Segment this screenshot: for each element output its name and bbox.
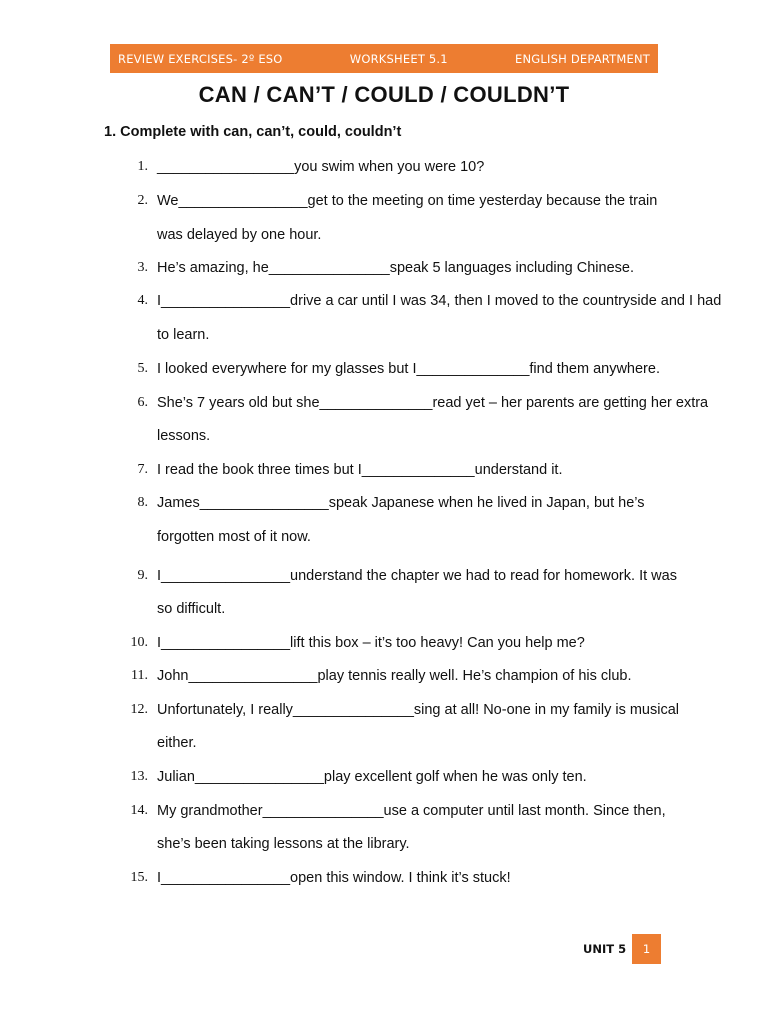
question-text-continued: so difficult. — [157, 601, 226, 617]
unit-label: UNIT 5 — [583, 942, 627, 956]
question-text: I________________understand the chapter we had to read for homework. It was — [157, 568, 677, 584]
question-number: 7. — [137, 462, 148, 477]
header-right: ENGLISH DEPARTMENT — [515, 51, 650, 66]
question-number: 2. — [137, 193, 148, 208]
header-bar — [110, 44, 658, 73]
question-text: My grandmother_______________use a computer until last month. Since then, — [157, 803, 666, 819]
header-center: WORKSHEET 5.1 — [349, 51, 448, 66]
question-number: 3. — [137, 260, 148, 275]
question-text: He’s amazing, he_______________speak 5 languages including Chinese. — [157, 260, 634, 276]
question-number: 12. — [130, 702, 148, 717]
question-text-continued: forgotten most of it now. — [157, 529, 311, 545]
question-number: 8. — [137, 495, 148, 510]
page-footer — [583, 934, 661, 964]
question-text: Julian________________play excellent golf when he was only ten. — [157, 769, 587, 785]
header-left: REVIEW EXERCISES- 2º ESO — [118, 51, 283, 66]
question-text: I________________lift this box – it’s too heavy! Can you help me? — [157, 635, 585, 651]
question-text: James________________speak Japanese when he lived in Japan, but he’s — [157, 495, 645, 511]
question-number: 11. — [131, 668, 148, 683]
page-title: CAN / CAN’T / COULD / COULDN’T — [198, 82, 570, 107]
question-text: _________________you swim when you were 10? — [157, 159, 485, 175]
question-number: 6. — [137, 395, 148, 410]
question-text-continued: lessons. — [157, 428, 211, 444]
question-number: 4. — [137, 293, 148, 308]
question-text-continued: either. — [157, 735, 197, 751]
question-text: I________________drive a car until I was 34, then I moved to the countryside and I had — [157, 293, 722, 309]
question-text: John________________play tennis really well. He’s champion of his club. — [157, 668, 632, 684]
question-number: 13. — [130, 769, 148, 784]
question-number: 5. — [137, 361, 148, 376]
question-number: 1. — [137, 159, 148, 174]
question-number: 9. — [137, 568, 148, 583]
page-number: 1 — [632, 934, 661, 964]
question-number: 10. — [130, 635, 148, 650]
question-text: Unfortunately, I really_______________sing at all! No-one in my family is musical — [157, 702, 680, 718]
question-text: I________________open this window. I think it’s stuck! — [157, 870, 511, 886]
exercise-instruction: 1. Complete with can, can’t, could, couldn’t — [104, 124, 402, 140]
question-text-continued: she’s been taking lessons at the library. — [157, 836, 410, 852]
question-number: 14. — [130, 803, 148, 818]
question-number: 15. — [130, 870, 148, 885]
question-text-continued: was delayed by one hour. — [157, 227, 322, 243]
question-text: She’s 7 years old but she______________read yet – her parents are getting her extra — [157, 395, 709, 411]
question-text-continued: to learn. — [157, 327, 210, 343]
question-text: We________________get to the meeting on time yesterday because the train — [157, 193, 658, 209]
question-text: I read the book three times but I______________understand it. — [157, 462, 563, 478]
question-text: I looked everywhere for my glasses but I______________find them anywhere. — [157, 361, 660, 377]
